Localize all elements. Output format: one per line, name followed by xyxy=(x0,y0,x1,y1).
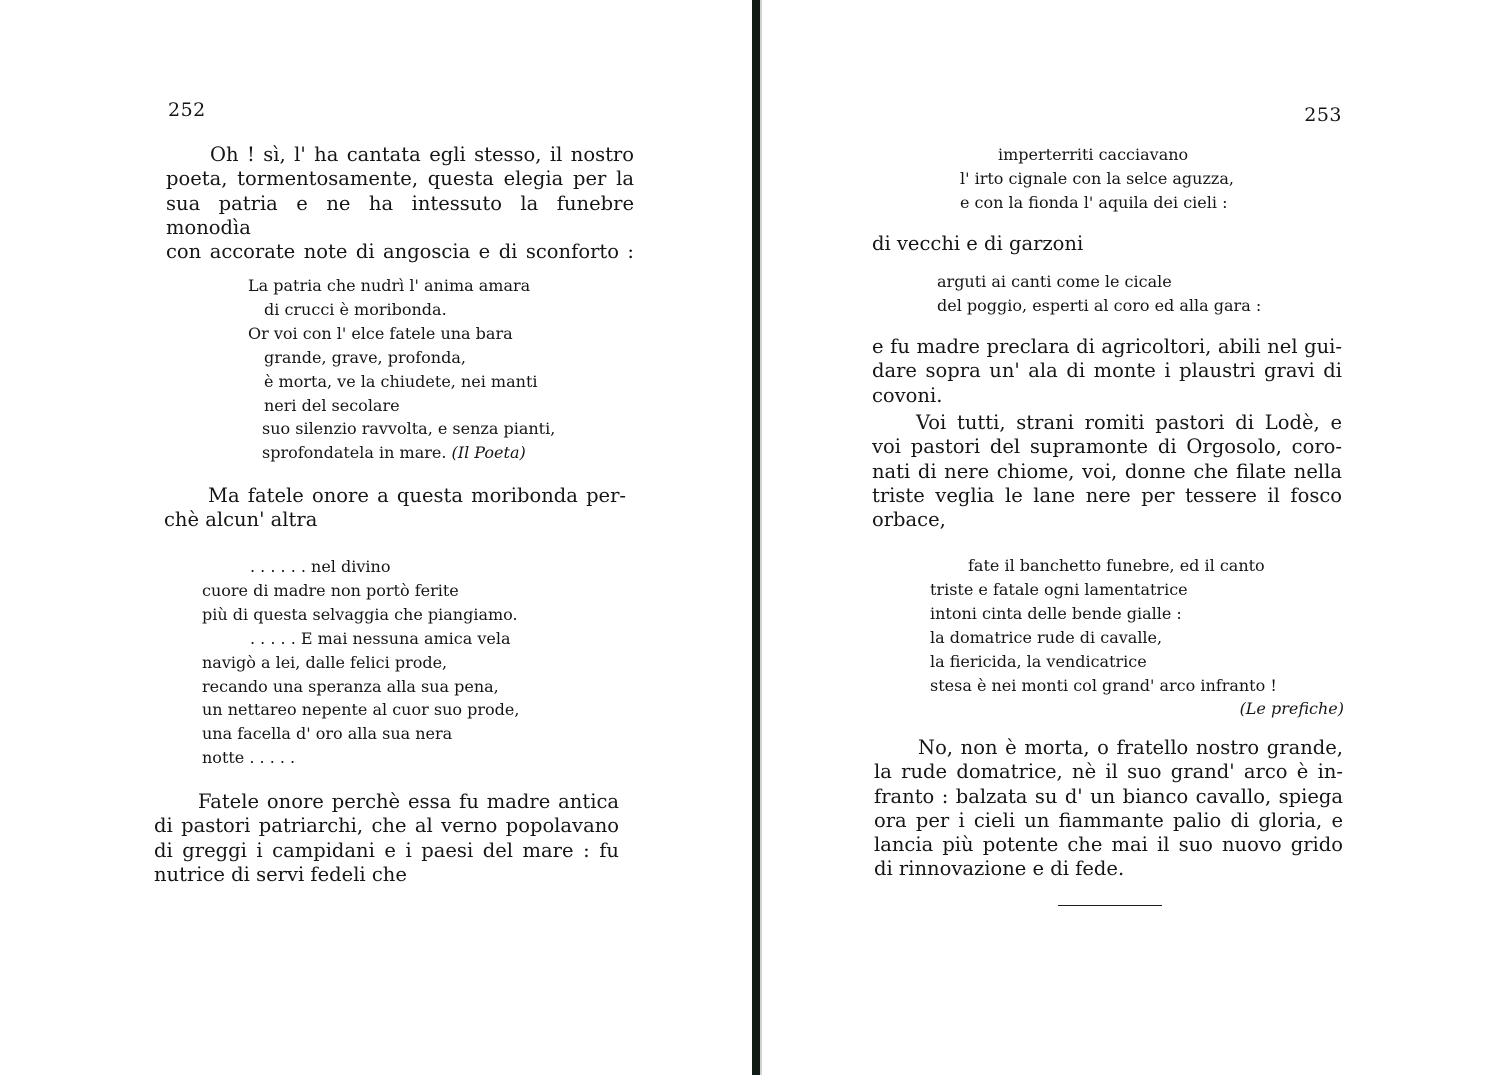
verse-line: grande, grave, profonda, xyxy=(264,347,466,367)
verse-line: suo silenzio ravvolta, e senza pianti, xyxy=(262,419,556,439)
verse-line: è morta, ve la chiudete, nei manti xyxy=(264,371,538,391)
text-line: No, non è morta, o fratello nostro grande, xyxy=(918,736,1343,759)
verse-line: la domatrice rude di cavalle, xyxy=(930,627,1163,647)
paragraph-e-fu-madre xyxy=(872,335,1342,408)
paragraph-fatele-onore xyxy=(154,790,619,887)
text-line: Voi tutti, strani romiti pastori di Lodè, e xyxy=(916,411,1342,434)
verse-line: navigò a lei, dalle felici prode, xyxy=(202,652,448,672)
verse-line: l' irto cignale con la selce aguzza, xyxy=(960,168,1234,188)
text-line: ora per i cieli un fiammante palio di gloria, e xyxy=(874,808,1343,832)
text-line: e fu madre preclara di agricoltori, abili nel gui- xyxy=(872,335,1342,358)
verse-line: e con la fionda l' aquila dei cieli : xyxy=(960,192,1228,212)
page-number-left: 252 xyxy=(168,99,206,121)
section-end-rule xyxy=(1058,905,1162,906)
verse-line: recando una speranza alla sua pena, xyxy=(202,676,499,696)
text-line: con accorate note di angoscia e di sconforto : xyxy=(166,240,634,264)
text-line: nati di nere chiome, voi, donne che filate nella xyxy=(872,459,1342,483)
text-line: di vecchi e di garzoni xyxy=(872,232,1084,255)
verse-line xyxy=(248,441,555,465)
page-number-right: 253 xyxy=(1304,104,1342,126)
poem-imperterriti xyxy=(960,143,1234,215)
text-line: triste veglia le lane nere per tessere il fosco xyxy=(872,483,1342,507)
text-line: chè alcun' altra xyxy=(164,508,318,532)
paragraph-ma-fatele xyxy=(164,484,626,533)
text-line: franto : balzata su d' un bianco cavallo, spiega xyxy=(874,784,1343,808)
verse-line: imperterriti cacciavano xyxy=(998,145,1189,164)
poem-la-patria xyxy=(248,274,555,465)
verse-text: sprofondatela in mare. xyxy=(262,443,447,463)
book-spine xyxy=(752,0,760,1075)
text-line: di pastori patriarchi, che al verno popolavano xyxy=(154,814,619,838)
verse-line: di crucci è moribonda. xyxy=(264,299,447,319)
text-line: poeta, tormentosamente, questa elegia per la xyxy=(166,167,634,191)
text-line: Fatele onore perchè essa fu madre antica xyxy=(198,790,619,813)
poem-fate-il-banchetto xyxy=(930,554,1344,721)
text-line: voi pastori del supramonte di Orgosolo, coro- xyxy=(872,435,1342,459)
paragraph-no-non-e-morta xyxy=(874,736,1343,882)
text-line: orbace, xyxy=(872,508,946,532)
text-line: Oh ! sì, l' ha cantata egli stesso, il nostro xyxy=(210,143,634,166)
verse-line: fate il banchetto funebre, ed il canto xyxy=(968,556,1265,575)
verse-line: stesa è nei monti col grand' arco infranto ! xyxy=(930,675,1277,695)
text-line: la rude domatrice, nè il suo grand' arco è in- xyxy=(874,760,1343,784)
verse-line: triste e fatale ogni lamentatrice xyxy=(930,579,1188,599)
verse-line: La patria che nudrì l' anima amara xyxy=(248,276,531,295)
verse-line: . . . . . E mai nessuna amica vela xyxy=(250,628,511,648)
verse-line: del poggio, esperti al coro ed alla gara : xyxy=(937,295,1262,315)
poem-arguti xyxy=(937,270,1261,318)
verse-line: cuore di madre non portò ferite xyxy=(202,580,459,600)
line-di-vecchi xyxy=(872,232,1083,256)
verse-line: una facella d' oro alla sua nera xyxy=(202,724,453,744)
text-line: lancia più potente che mai il suo nuovo grido xyxy=(874,833,1343,857)
verse-line: arguti ai canti come le cicale xyxy=(937,272,1172,291)
verse-line: . . . . . . nel divino xyxy=(250,557,391,576)
text-line: Ma fatele onore a questa moribonda per- xyxy=(208,484,626,507)
verse-line: neri del secolare xyxy=(264,395,400,415)
text-line: nutrice di servi fedeli che xyxy=(154,862,407,886)
verse-line: un nettareo nepente al cuor suo prode, xyxy=(202,700,520,720)
verse-line: più di questa selvaggia che piangiamo. xyxy=(202,604,518,624)
text-line: di greggi i campidani e i paesi del mare : fu xyxy=(154,838,619,862)
text-line: covoni. xyxy=(872,383,943,407)
verse-line: intoni cinta delle bende gialle : xyxy=(930,603,1182,623)
paragraph-voi-tutti xyxy=(872,411,1342,532)
text-line: dare sopra un' ala di monte i plaustri gravi di xyxy=(872,359,1342,383)
verse-line: notte . . . . . xyxy=(202,748,296,768)
poem-source: (Le prefiche) xyxy=(1239,699,1344,719)
paragraph-oh-si xyxy=(166,143,634,264)
text-line: di rinnovazione e di fede. xyxy=(874,857,1125,881)
verse-line: la fiericida, la vendicatrice xyxy=(930,651,1147,671)
poem-source: (Il Poeta) xyxy=(451,443,526,463)
text-line: sua patria e ne ha intessuto la funebre monodìa xyxy=(166,191,634,239)
verse-line: Or voi con l' elce fatele una bara xyxy=(248,323,513,343)
poem-nel-divino xyxy=(202,555,519,770)
